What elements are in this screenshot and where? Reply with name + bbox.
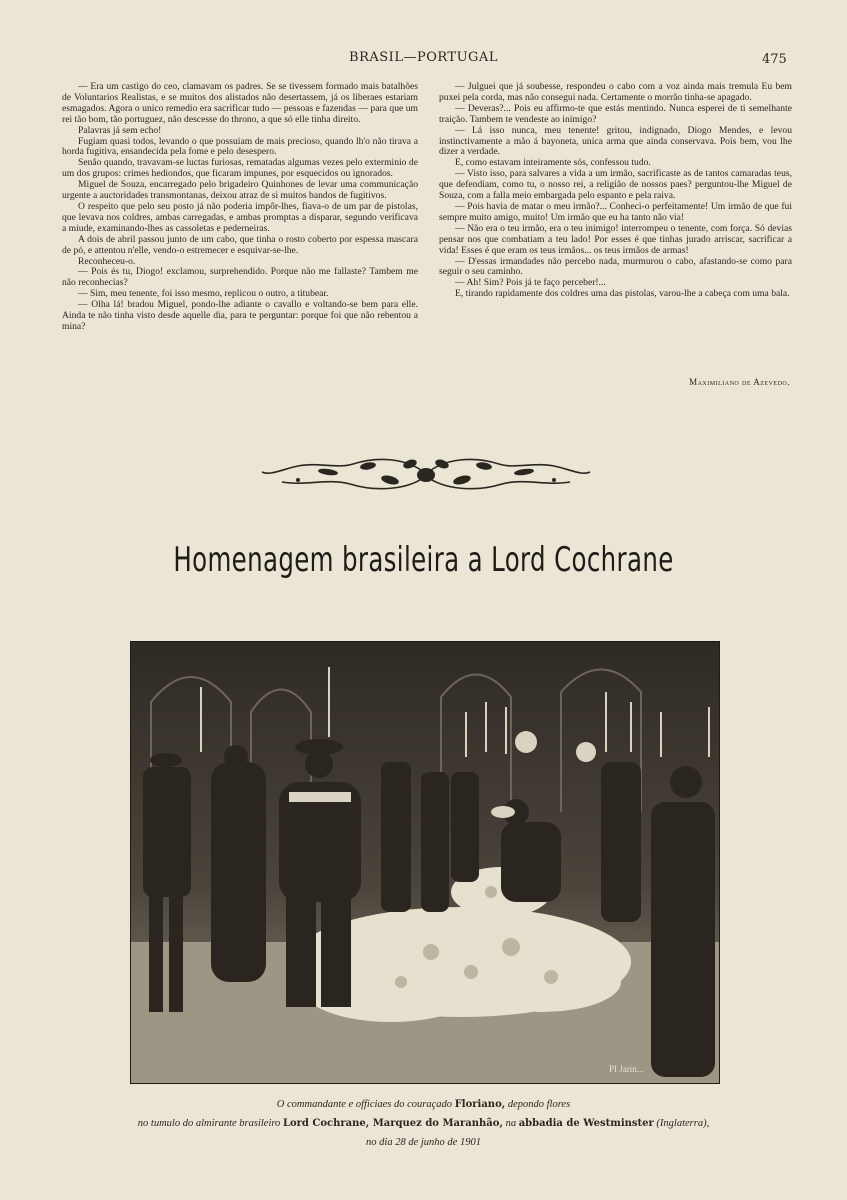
paragraph: E, como estavam inteiramente sós, confessou tudo. bbox=[455, 157, 651, 169]
paragraph: — Pois havia de matar o meu irmão?... Conheci-o perfeitamente! Um irmão de que fui sempre muito amigo, muito! Um irmão que eu ha tanto não via! bbox=[439, 200, 792, 223]
paragraph: Fugiam quasi todos, levando o que possuiam de mais precioso, quando lh'o não tirava a horda fugitiva, ensandecida pela fome e pelo desespero. bbox=[62, 135, 418, 158]
paragraph: E, tirando rapidamente dos coldres uma das pistolas, varou-lhe a cabeça com uma bala. bbox=[455, 288, 790, 300]
caption-line-2 bbox=[60, 1118, 787, 1129]
caption-line-3: no dia 28 de junho de 1901 bbox=[366, 1137, 481, 1148]
caption-ship-name: Floriano, bbox=[454, 1099, 506, 1110]
paragraph: Senão quando, travavam-se luctas furiosas, rematadas algumas vezes pelo exterminio de um dos grupos: crimes hediondos, que ficaram impunes, por esquecidos ou ignorados. bbox=[62, 157, 418, 180]
paragraph: O respeito que pelo seu posto já não poderia impôr-lhes, fiava-o de um par de pistolas, que levava nos coldres, ambas carregadas, e ambas promptas a disparar, segundo verificava a miude, examinando-lhes as cassoletas e pederneiras. bbox=[62, 200, 418, 234]
paragraph: — Olha lá! bradou Miguel, pondo-lhe adiante o cavallo e voltando-se bem para elle. Ainda te não tinha visto desde aquelle dia, para te perguntar: porque foi que não rebentou a mina? bbox=[62, 299, 418, 332]
paragraph: — Era um castigo do ceo, clamavam os padres. Se se tivessem formado mais batalhões de Voluntarios Realistas, e se muitos dos alistados não desertassem, já os liberaes estariam esmagados. Agora o unico remedio era sacrificar tudo — pessoas e fazendas — para que um rei tão bom, tão portuguez, não descesse do throno, a que só elle tinha direito. bbox=[62, 81, 418, 125]
paragraph: — Sim, meu tenente, foi isso mesmo, replicou o outro, a titubear. bbox=[78, 288, 329, 300]
paragraph: — Não era o teu irmão, era o teu inimigo! interrompeu o tenente, com força. Só devias pensar nos que combatiam a teu lado! Por esses é que tinhas jurado arriscar, sacrificar a vida! Esses é que eram os teus irmãos... os teus irmãos de armas! bbox=[439, 222, 792, 256]
ornament-vignette-icon bbox=[258, 450, 594, 498]
running-header: BRASIL—PORTUGAL bbox=[349, 50, 498, 65]
paragraph: — Pois és tu, Diogo! exclamou, surprehendido. Porque não me fallaste? Tambem me não reconhecias? bbox=[62, 266, 418, 289]
paragraph: Reconheceu-o. bbox=[78, 255, 136, 267]
floral-ornament bbox=[258, 450, 594, 498]
caption-text: depondo flores bbox=[505, 1099, 571, 1110]
paragraph: — Ah! Sim? Pois já te faço perceber!... bbox=[455, 277, 606, 289]
ceremony-engraving bbox=[131, 642, 719, 1083]
author-signature: Maximiliano de Azevedo. bbox=[689, 377, 790, 387]
engraver-signature: PI Jarin... bbox=[609, 1064, 644, 1074]
caption-admiral-name: Lord Cochrane, Marquez do Maranhão, bbox=[282, 1118, 503, 1129]
paragraph: Palavras já sem echo! bbox=[78, 124, 162, 136]
paragraph: — Julguei que já soubesse, respondeu o cabo com a voz ainda mais tremula Eu bem puxei pela corda, mas não consegui nada. Certamente o morrão tinha-se apagado. bbox=[439, 81, 792, 103]
paragraph: — D'essas irmandades não percebo nada, murmurou o cabo, afastando-se como para seguir o seu caminho. bbox=[439, 255, 792, 278]
caption-text: na bbox=[502, 1118, 519, 1129]
engraving-illustration bbox=[130, 641, 720, 1084]
caption-place: abbadia de Westminster bbox=[518, 1118, 654, 1129]
caption-text: (Inglaterra), bbox=[653, 1118, 710, 1129]
paragraph: — Lá isso nunca, meu tenente! gritou, indignado, Diogo Mendes, e levou instinctivamente a mão á bayoneta, unica arma que ainda conservava. Pois bem, vou lhe dizer a verdade. bbox=[439, 124, 792, 158]
paragraph: — Visto isso, para salvares a vida a um irmão, sacrificaste as de tantos camaradas teus, que defendiam, como tu, o nosso rei, a religião de nossos paes? perguntou-lhe Miguel de Souza, com a falla meio embargada pelo espanto e pela raiva. bbox=[439, 168, 792, 202]
paragraph: — Deveras?... Pois eu affirmo-te que estás mentindo. Nunca esperei de ti semelhante traição. Tambem te vendeste ao inimigo? bbox=[439, 102, 792, 125]
story-right-column bbox=[439, 82, 792, 300]
caption-text: O commandante e officiaes do couraçado bbox=[276, 1099, 455, 1110]
story-left-column bbox=[62, 82, 418, 333]
caption-line-1 bbox=[60, 1099, 787, 1110]
feature-title: Homenagem brasileira a Lord Cochrane bbox=[173, 540, 674, 580]
caption-text: no tumulo do almirante brasileiro bbox=[137, 1118, 283, 1129]
paragraph: Miguel de Souza, encarregado pelo brigadeiro Quinhones de levar uma communicação urgente a auctoridades transmontanas, deixou atraz de si muitos bandos de fugitivos. bbox=[62, 179, 418, 202]
page-number: 475 bbox=[762, 52, 787, 67]
paragraph: A dois de abril passou junto de um cabo, que tinha o rosto coberto por espessa mascara de pó, e attentou n'elle, vendo-o estremecer e esquivar-se-lhe. bbox=[62, 233, 418, 256]
